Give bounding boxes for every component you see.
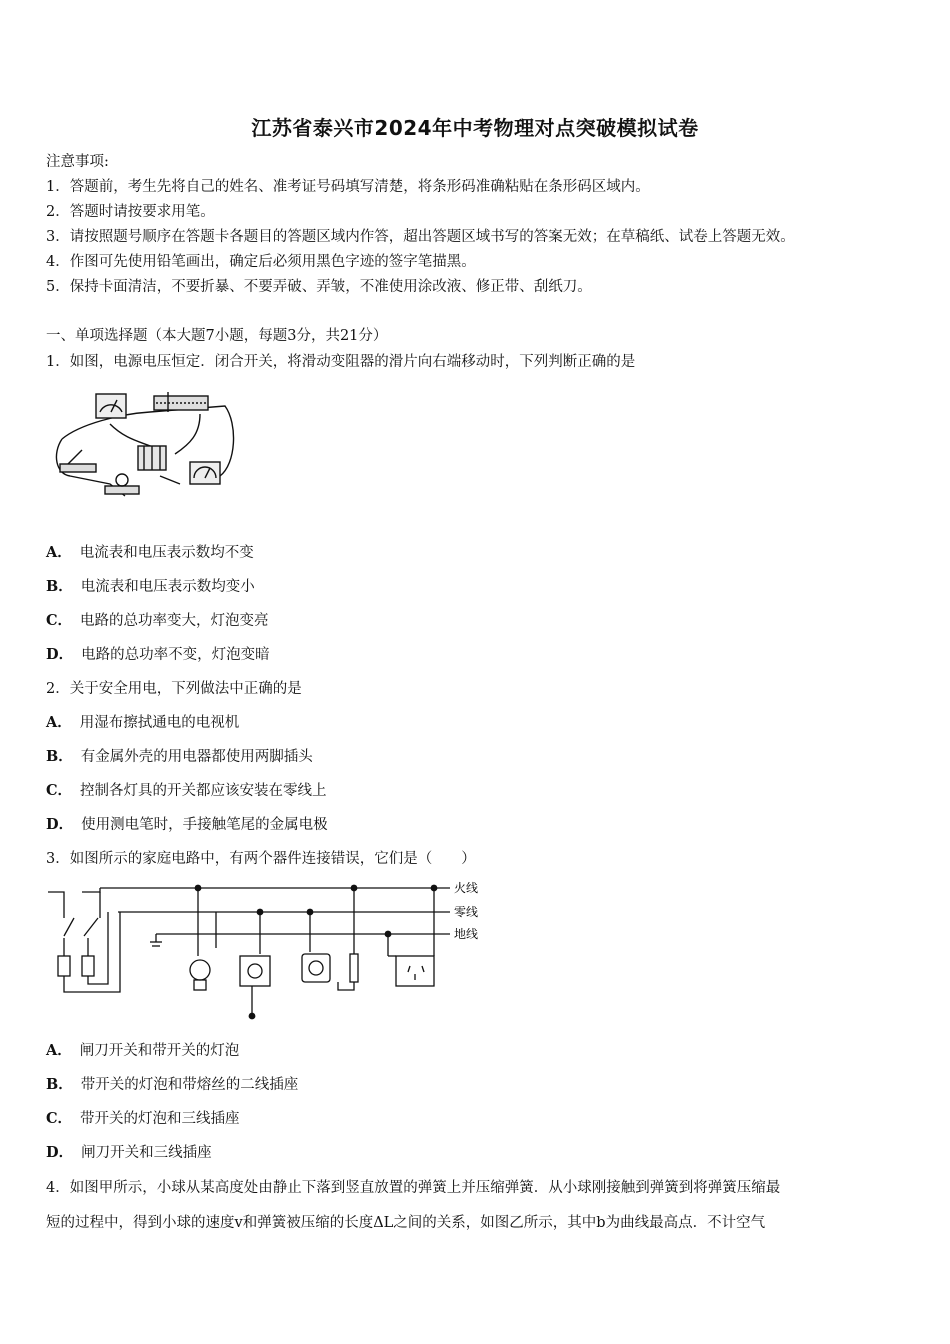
option-text: 电路的总功率变大，灯泡变亮 <box>80 613 269 629</box>
q2-option-a <box>46 713 239 733</box>
q3-option-d <box>46 1143 212 1163</box>
notice-item-1: 1．答题前，考生先将自己的姓名、准考证号码填写清楚，将条形码准确粘贴在条形码区域内。 <box>46 179 650 195</box>
option-letter: C． <box>46 612 73 629</box>
question-3-stem: 3．如图所示的家庭电路中，有两个器件连接错误，它们是（ ） <box>46 851 476 867</box>
option-letter: B． <box>46 1076 73 1093</box>
option-text: 电流表和电压表示数均变小 <box>80 579 255 595</box>
option-letter: B． <box>46 578 73 595</box>
household-circuit-figure <box>44 878 494 1023</box>
q3-option-a <box>46 1041 239 1061</box>
wire-label-live: 火线 <box>454 881 479 895</box>
q3-option-c <box>46 1109 240 1129</box>
option-text: 闸刀开关和带开关的灯泡 <box>79 1043 240 1059</box>
notice-item-4: 4．作图可先使用铅笔画出，确定后必须用黑色字迹的签字笔描黑。 <box>46 254 476 270</box>
q2-option-b <box>46 747 313 767</box>
option-letter: B． <box>46 748 73 765</box>
option-letter: D． <box>46 646 74 663</box>
wire-label-ground: 地线 <box>454 927 479 941</box>
question-1-stem: 1．如图，电源电压恒定．闭合开关，将滑动变阻器的滑片向右端移动时，下列判断正确的是 <box>46 354 636 370</box>
circuit-figure-1 <box>50 384 240 502</box>
q1-option-d <box>46 645 270 665</box>
question-2-stem: 2．关于安全用电，下列做法中正确的是 <box>46 681 302 697</box>
section-heading: 一、单项选择题（本大题7小题，每题3分，共21分） <box>46 328 388 344</box>
option-text: 电路的总功率不变，灯泡变暗 <box>81 647 270 663</box>
wire-label-neutral: 零线 <box>454 905 479 919</box>
option-letter: C． <box>46 782 73 799</box>
notice-item-5: 5．保持卡面清洁，不要折暴、不要弄破、弄皱，不准使用涂改液、修正带、刮纸刀。 <box>46 279 592 295</box>
option-text: 闸刀开关和三线插座 <box>81 1145 212 1161</box>
q1-option-b <box>46 577 255 597</box>
q3-option-b <box>46 1075 298 1095</box>
option-text: 用湿布擦拭通电的电视机 <box>79 715 240 731</box>
option-text: 带开关的灯泡和三线插座 <box>80 1111 240 1127</box>
option-letter: A． <box>46 714 72 731</box>
option-text: 带开关的灯泡和带熔丝的二线插座 <box>80 1077 299 1093</box>
option-letter: C． <box>46 1110 73 1127</box>
q2-option-c <box>46 781 327 801</box>
q1-option-c <box>46 611 269 631</box>
option-letter: A． <box>46 1042 72 1059</box>
option-text: 控制各灯具的开关都应该安装在零线上 <box>80 783 327 799</box>
option-text: 电流表和电压表示数均不变 <box>79 545 254 561</box>
page-title: 江苏省泰兴市2024年中考物理对点突破模拟试卷 <box>251 116 699 140</box>
question-4-stem-line-1: 4．如图甲所示，小球从某高度处由静止下落到竖直放置的弹簧上并压缩弹簧．从小球刚接触到弹簧到将弹簧压缩最 <box>46 1180 781 1196</box>
option-letter: D． <box>46 1144 74 1161</box>
question-4-stem-line-2: 短的过程中，得到小球的速度v和弹簧被压缩的长度ΔL之间的关系，如图乙所示，其中b为曲线最高点．不计空气 <box>46 1215 766 1231</box>
notice-item-3: 3．请按照题号顺序在答题卡各题目的答题区域内作答，超出答题区域书写的答案无效；在草稿纸、试卷上答题无效。 <box>46 229 795 245</box>
option-letter: A． <box>46 544 72 561</box>
q1-option-a <box>46 543 254 563</box>
notice-item-2: 2．答题时请按要求用笔。 <box>46 204 215 220</box>
option-letter: D． <box>46 816 74 833</box>
option-text: 使用测电笔时，手接触笔尾的金属电极 <box>81 817 328 833</box>
notice-heading: 注意事项: <box>46 154 109 170</box>
option-text: 有金属外壳的用电器都使用两脚插头 <box>80 749 313 765</box>
q2-option-d <box>46 815 328 835</box>
